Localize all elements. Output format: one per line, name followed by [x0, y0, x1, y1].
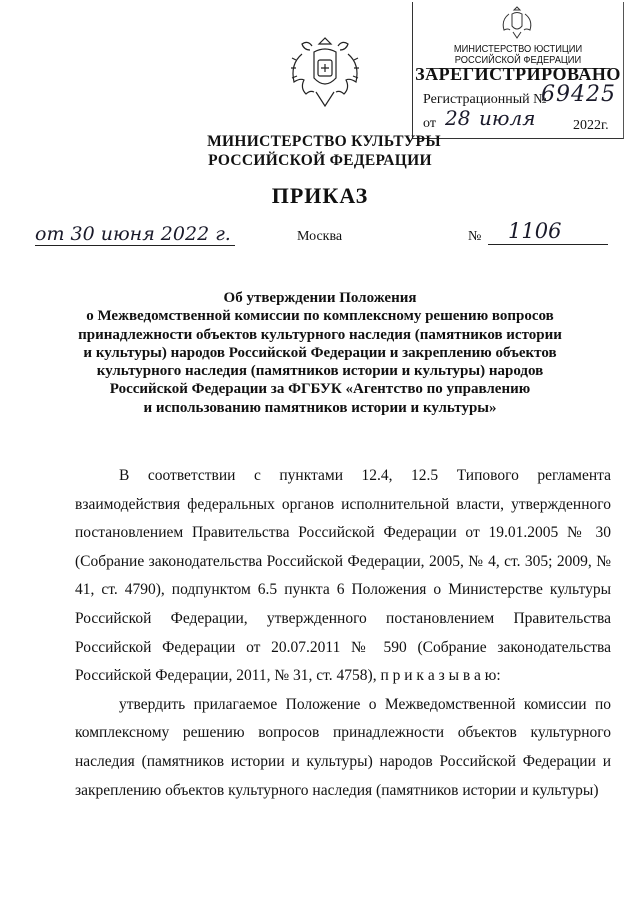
body-paragraph-1: В соответствии с пунктами 12.4, 12.5 Типового регламента взаимодействия федеральных органов исполнительной власти, утвержденного постановлением Правительства Российской Федерации от 19.01.2005 № 30 (Собрание законодательства Российской Федерации, 2005, № 4, ст. 305; 2009, № 41, ст. 4790), подпунктом 6.5 пункта 6 Положения о Министерстве культуры Российской Федерации, утвержденного постановлением Правительства Российской Федерации от 20.07.2011 № 590 (Собрание законодательства Российской Федерации, 2011, № 31, ст. 4758), п р и к а з ы в а ю:	[75, 467, 611, 685]
stamp-date-month: июля	[479, 106, 536, 130]
ministry-heading	[0, 132, 640, 170]
stamp-emblem-icon	[497, 4, 537, 40]
stamp-date-year: 2022г.	[573, 118, 609, 133]
subject-line: о Межведомственной комиссии по комплексному решению вопросов	[86, 308, 554, 325]
registration-stamp	[412, 2, 624, 139]
order-number-underline	[488, 244, 608, 245]
coat-of-arms-emblem	[282, 30, 368, 116]
order-body	[75, 462, 611, 805]
body-paragraph-2: утвердить прилагаемое Положение о Межведомственной комиссии по комплексному решению вопросов принадлежности объектов культурного наследия (памятников истории и культуры) народов Российской Федерации и закреплению объектов культурного наследия (памятников истории и культуры)	[75, 695, 611, 799]
order-number-label: №	[468, 229, 482, 244]
ministry-line1: МИНИСТЕРСТВО КУЛЬТУРЫ	[207, 133, 441, 150]
stamp-date-day: 28	[445, 106, 471, 130]
stamp-reg-number: 69425	[541, 82, 616, 107]
subject-line: и использованию памятников истории и культуры»	[143, 399, 497, 416]
ministry-line2: РОССИЙСКОЙ ФЕДЕРАЦИИ	[208, 152, 432, 169]
subject-line: принадлежности объектов культурного наследия (памятников истории	[78, 326, 562, 343]
order-date: от 30 июня 2022 г.	[35, 223, 235, 246]
stamp-reg-label: Регистрационный №	[423, 92, 547, 107]
subject-line: и культуры) народов Российской Федерации и закреплению объектов	[83, 344, 557, 361]
stamp-ministry: МИНИСТЕРСТВО ЮСТИЦИИ РОССИЙСКОЙ ФЕДЕРАЦИИ	[426, 44, 610, 69]
stamp-date-prefix: от	[423, 116, 436, 131]
subject-line: Об утверждении Положения	[223, 290, 417, 306]
order-number: 1106	[508, 219, 562, 243]
subject-line: культурного наследия (памятников истории и культуры) народов	[96, 363, 544, 380]
stamp-registered: ЗАРЕГИСТРИРОВАНО	[415, 64, 621, 84]
order-subject	[60, 289, 580, 417]
order-city: Москва	[297, 229, 343, 244]
subject-line: Российской Федерации за ФГБУК «Агентство по управлению	[109, 381, 531, 398]
document-title: ПРИКАЗ	[271, 183, 369, 208]
stamp-date-line	[423, 106, 609, 133]
